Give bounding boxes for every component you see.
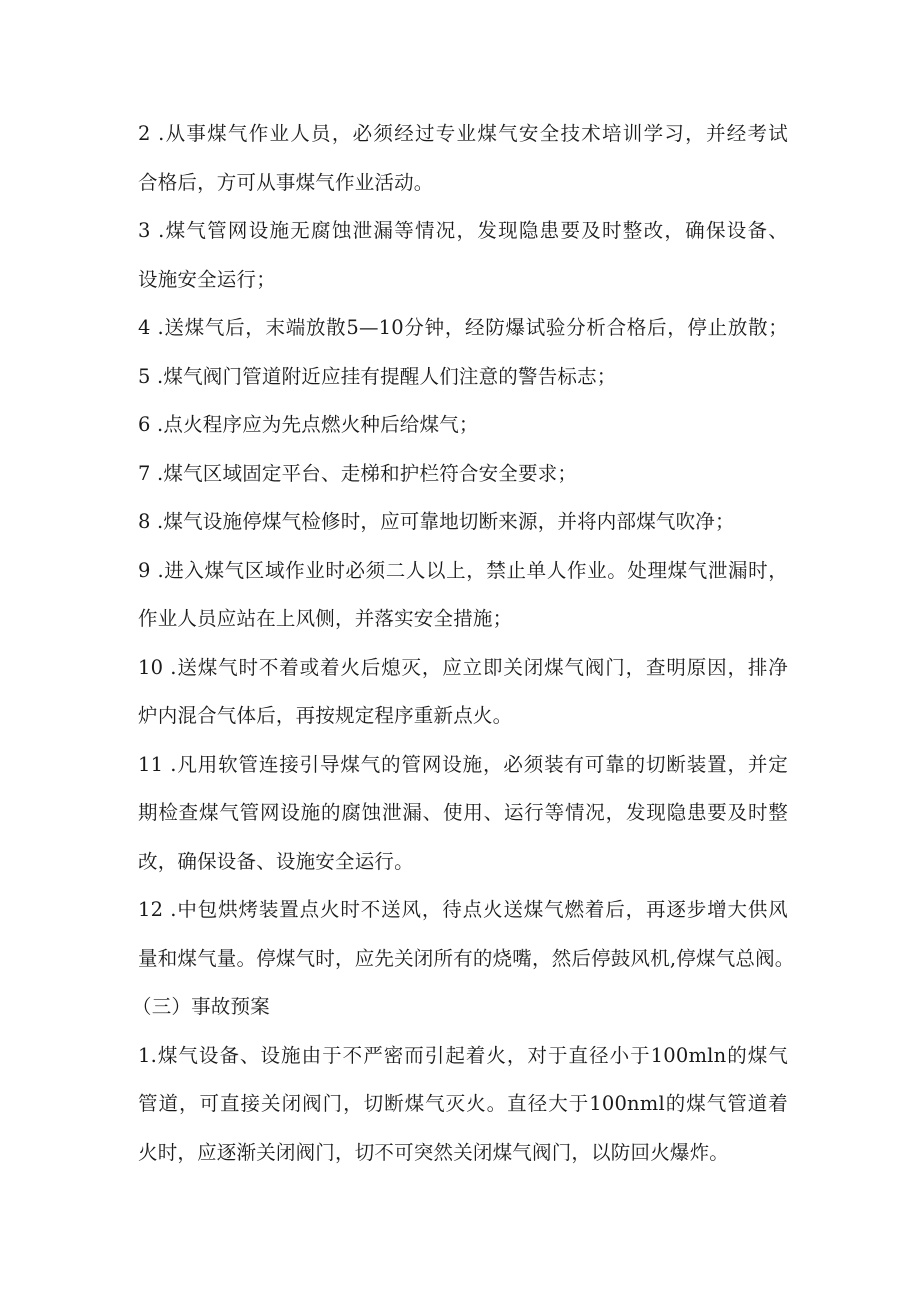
text-line: 合格后，方可从事煤气作业活动。 xyxy=(138,170,434,194)
text-line: 作业人员应站在上风侧，并落实安全措施； xyxy=(138,607,513,630)
text-line: 改，确保设备、设施安全运行。 xyxy=(138,849,414,873)
text-line: 9 .进入煤气区域作业时必须二人以上，禁止单人作业。处理煤气泄漏时， xyxy=(138,558,788,582)
text-line: 管道，可直接关闭阀门，切断煤气灭火。直径大于100nml的煤气管道着 xyxy=(138,1092,788,1115)
text-line: 1.煤气设备、设施由于不严密而引起着火，对于直径小于100mln的煤气 xyxy=(138,1043,788,1067)
text-line: 7 .煤气区域固定平台、走梯和护栏符合安全要求； xyxy=(138,461,578,485)
text-line: 炉内混合气体后，再按规定程序重新点火。 xyxy=(138,704,513,727)
text-line: 12 .中包烘烤装置点火时不送风，待点火送煤气燃着后，再逐步增大供风 xyxy=(138,898,788,921)
text-line: 3 .煤气管网设施无腐蚀泄漏等情况，发现隐患要及时整改，确保设备、 xyxy=(138,219,788,242)
text-line: 11 .凡用软管连接引导煤气的管网设施，必须装有可靠的切断装置，并定 xyxy=(138,752,788,776)
text-line: 期检查煤气管网设施的腐蚀泄漏、使用、运行等情况，发现隐患要及时整 xyxy=(138,801,788,824)
text-line: 设施安全运行； xyxy=(138,267,276,291)
text-line: 8 .煤气设施停煤气检修时，应可靠地切断来源，并将内部煤气吹净； xyxy=(138,510,735,533)
text-line: 4 .送煤气后，末端放散5—10分钟，经防爆试验分析合格后，停止放散； xyxy=(138,316,788,339)
text-line: 2 .从事煤气作业人员，必须经过专业煤气安全技术培训学习，并经考试 xyxy=(138,122,788,145)
text-line: 量和煤气量。停煤气时，应先关闭所有的烧嘴，然后停鼓风机,停煤气总阀。 xyxy=(138,946,795,970)
section-heading: （三）事故预案 xyxy=(132,995,270,1018)
text-line: 5 .煤气阀门管道附近应挂有提醒人们注意的警告标志； xyxy=(138,364,617,388)
text-line: 6 .点火程序应为先点燃火种后给煤气； xyxy=(138,413,479,436)
text-line: 火时，应逐渐关闭阀门，切不可突然关闭煤气阀门，以防回火爆炸。 xyxy=(138,1140,730,1164)
text-line: 10 .送煤气时不着或着火后熄灭，应立即关闭煤气阀门，查明原因，排净 xyxy=(138,655,788,679)
document-body xyxy=(132,110,795,1177)
